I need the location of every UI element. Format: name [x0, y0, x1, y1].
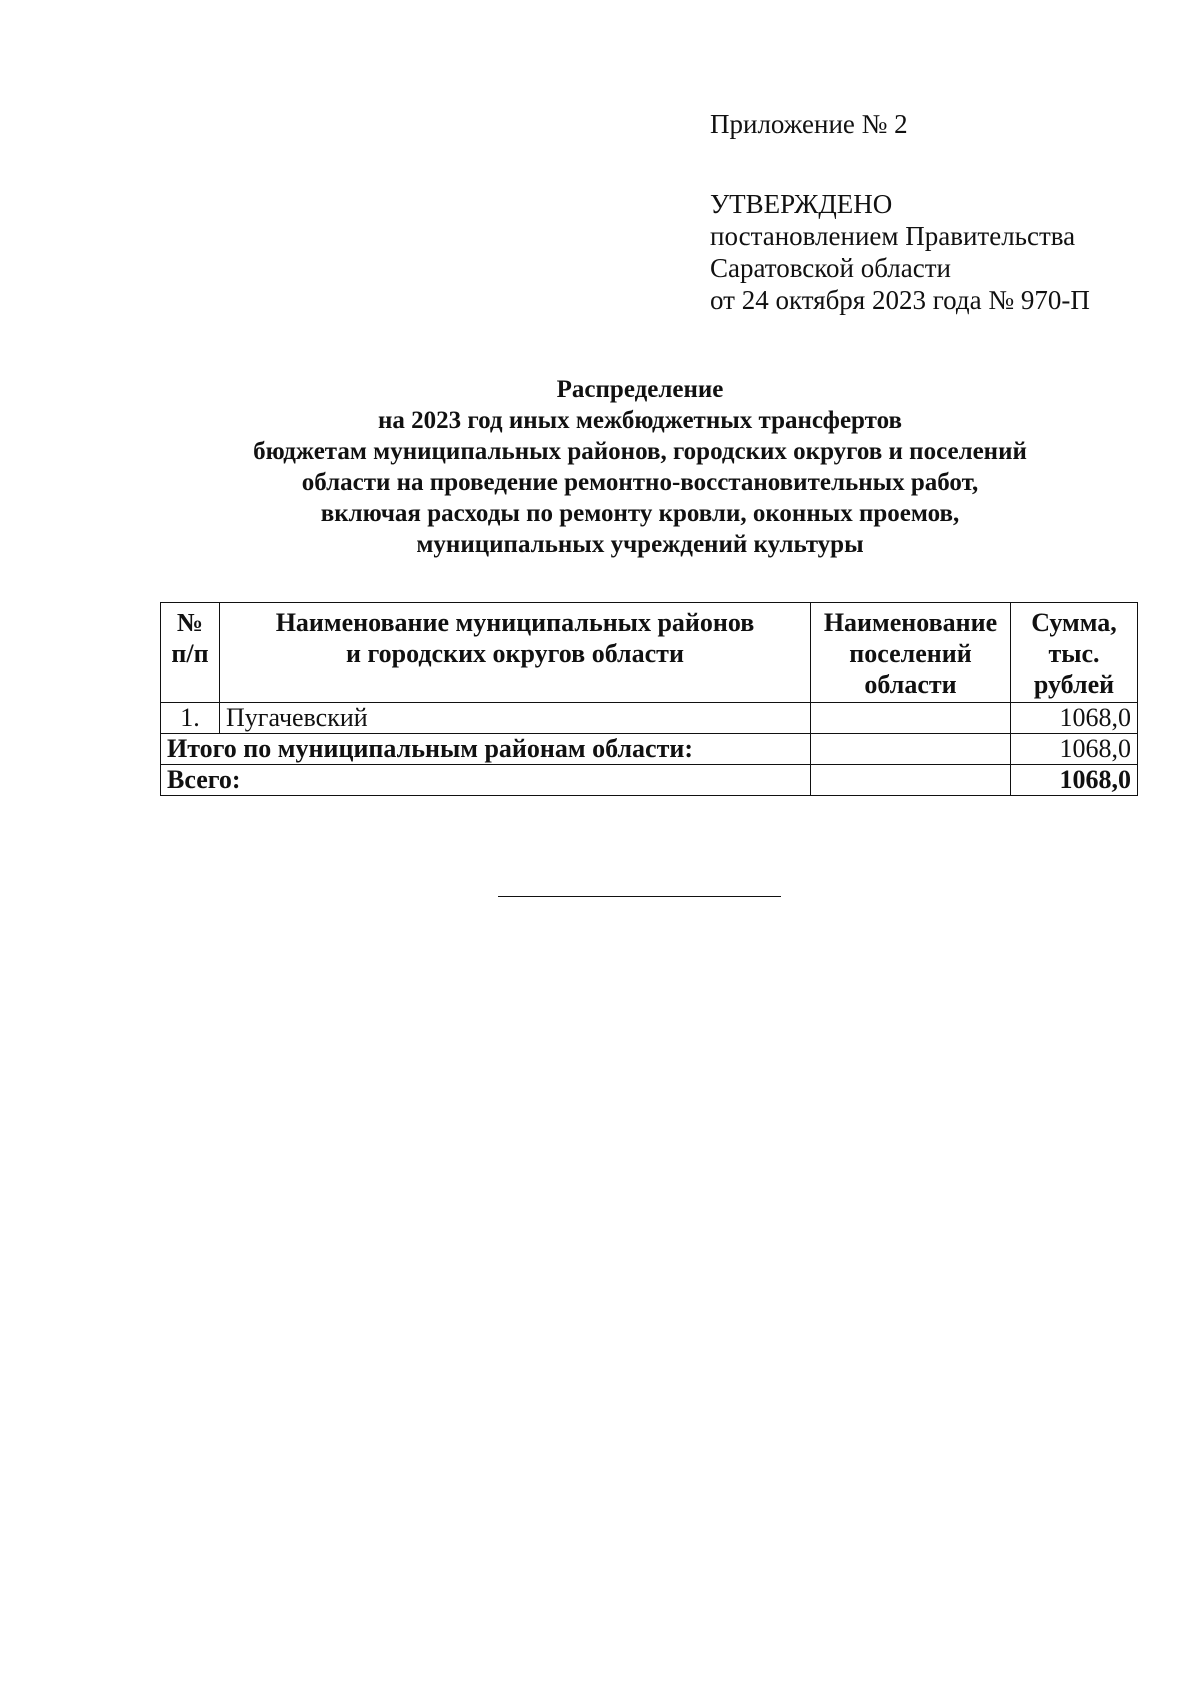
title-line: включая расходы по ремонту кровли, оконных проемов, [320, 500, 960, 527]
header-number-line: № [176, 608, 204, 637]
table-grand-total-row [161, 765, 1138, 796]
approval-line-1: постановлением Правительства [710, 221, 1076, 251]
header-district-line: и городских округов области [346, 639, 684, 668]
table-header-row [161, 603, 1138, 703]
approval-line-3: от 24 октября 2023 года № 970-П [710, 285, 1090, 315]
header-sum-line: рублей [1033, 670, 1115, 699]
grand-total-sum: 1068,0 [1011, 765, 1138, 796]
appendix-label: Приложение № 2 [710, 109, 908, 139]
header-sum-line: тыс. [1048, 639, 1100, 668]
title-line: Распределение [556, 376, 724, 403]
approval-line-2: Саратовской области [710, 253, 951, 283]
title-line: муниципальных учреждений культуры [416, 531, 864, 558]
header-settlement-name [811, 603, 1011, 703]
title-line: бюджетам муниципальных районов, городских округов и поселений [253, 438, 1027, 465]
header-sum-line: Сумма, [1031, 608, 1117, 637]
total-sum: 1068,0 [1011, 734, 1138, 765]
table-total-row [161, 734, 1138, 765]
closing-divider [498, 896, 781, 897]
title-line: области на проведение ремонтно-восстановительных работ, [301, 469, 979, 496]
header-number-line: п/п [171, 639, 209, 668]
title-line: на 2023 год иных межбюджетных трансфертов [378, 407, 902, 434]
grand-total-label: Всего: [161, 765, 811, 796]
header-sum [1011, 603, 1138, 703]
total-settlement [811, 734, 1011, 765]
header-district-name [220, 603, 811, 703]
row-sum: 1068,0 [1011, 703, 1138, 734]
total-label: Итого по муниципальным районам области: [161, 734, 811, 765]
header-district-line: Наименование муниципальных районов [275, 608, 755, 637]
row-settlement-name [811, 703, 1011, 734]
approval-block [710, 108, 1130, 316]
header-settlement-line: области [864, 670, 957, 699]
document-title [100, 374, 1180, 560]
grand-total-settlement [811, 765, 1011, 796]
distribution-table [160, 602, 1138, 796]
header-settlement-line: Наименование [823, 608, 998, 637]
table-row [161, 703, 1138, 734]
row-number: 1. [161, 703, 220, 734]
approved-stamp: УТВЕРЖДЕНО [710, 189, 893, 219]
header-number [161, 603, 220, 703]
row-district-name: Пугачевский [220, 703, 811, 734]
header-settlement-line: поселений [849, 639, 972, 668]
